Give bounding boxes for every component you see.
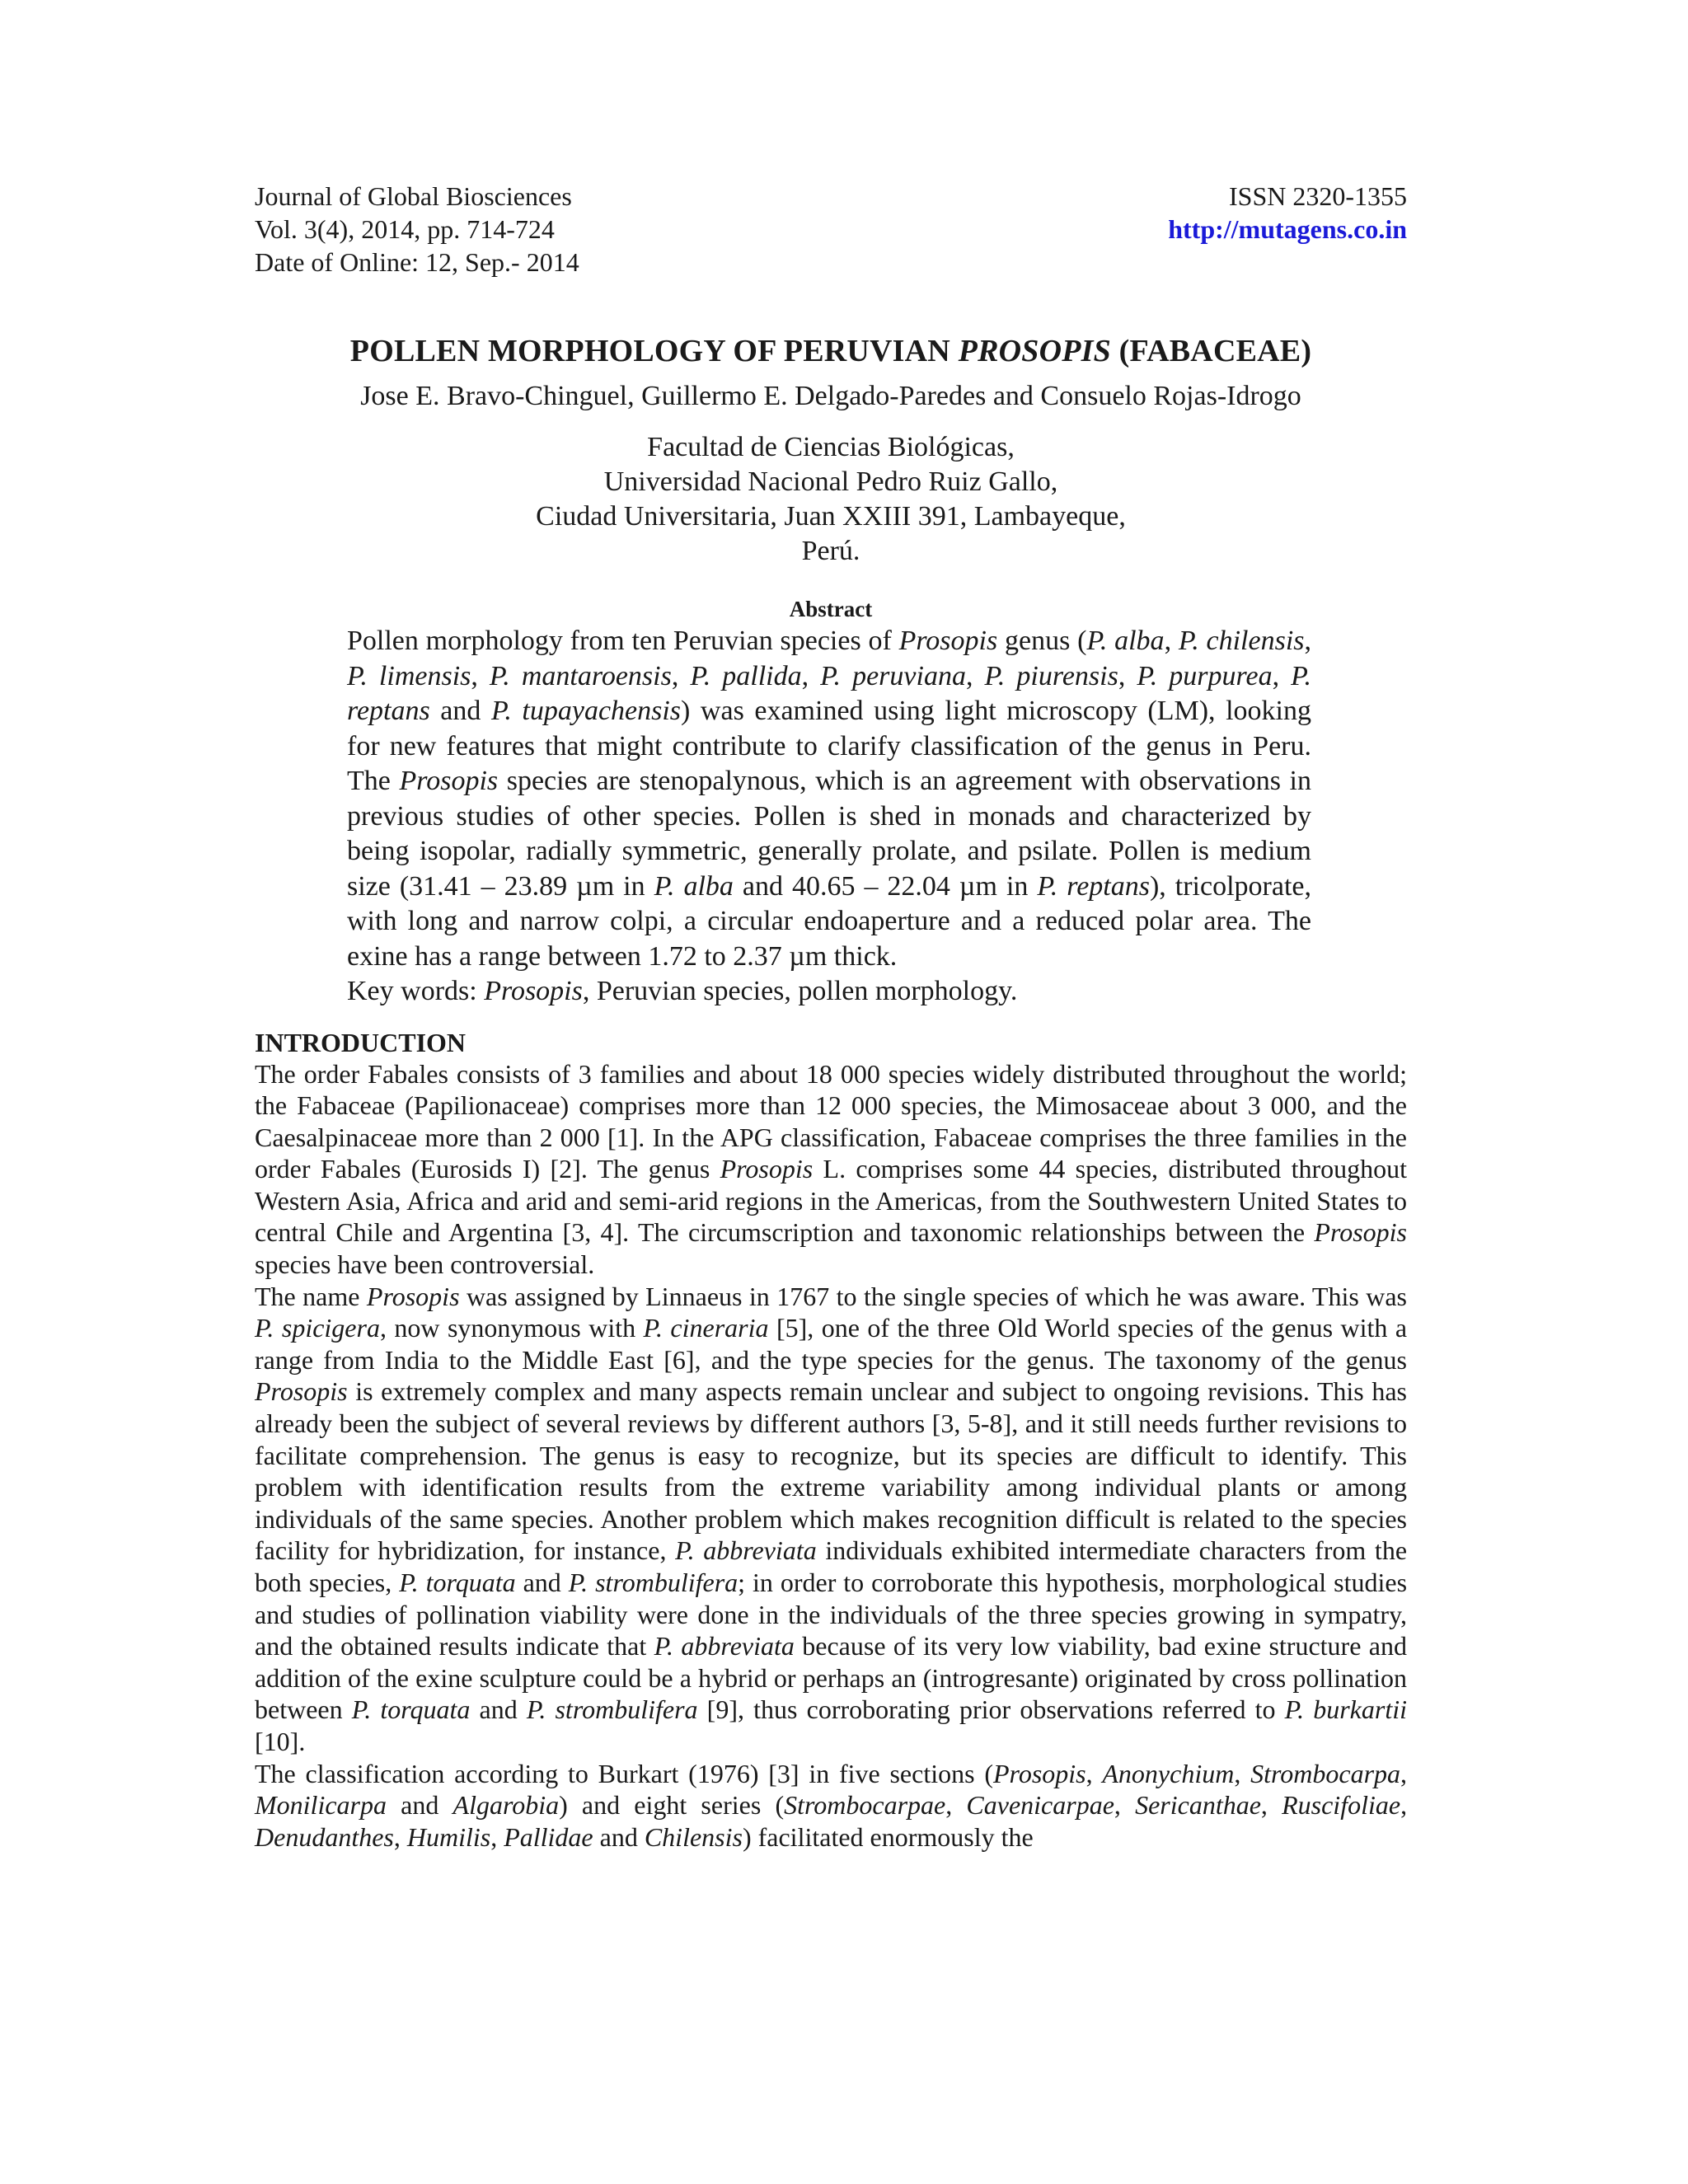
text-run: ; in order to corroborate this hypothesis, morphological studies and studies of pollination viability were done in the individuals of the three species growing in sympatry, and the obtained results indicate that bbox=[255, 1568, 1408, 1661]
italic-run: Ruscifoliae bbox=[1282, 1790, 1401, 1821]
abstract-body bbox=[347, 624, 1311, 974]
text-run: , bbox=[945, 1790, 967, 1821]
text-run: , bbox=[1260, 1790, 1282, 1821]
affiliation-line: Perú. bbox=[801, 536, 860, 566]
header-right bbox=[1168, 180, 1407, 246]
journal-header bbox=[255, 180, 1407, 284]
text-run: , bbox=[393, 1821, 407, 1852]
issn: ISSN 2320-1355 bbox=[1228, 181, 1407, 211]
italic-run: P. pallida bbox=[690, 660, 802, 691]
italic-run: P. strombulifera bbox=[526, 1694, 698, 1725]
journal-name: Journal of Global Biosciences bbox=[255, 181, 572, 211]
keywords-label: Key words: bbox=[347, 976, 485, 1006]
header-left bbox=[255, 180, 579, 279]
italic-run: P. piurensis bbox=[984, 660, 1118, 691]
italic-run: Denudanthes bbox=[255, 1821, 394, 1852]
italic-run: Chilensis bbox=[644, 1821, 743, 1852]
italic-run: P. limensis bbox=[347, 660, 471, 691]
text-run: was assigned by Linnaeus in 1767 to the single species of which he was aware. This was bbox=[459, 1281, 1408, 1311]
italic-run: Prosopis bbox=[720, 1154, 814, 1184]
italic-run: P. burkartii bbox=[1284, 1694, 1408, 1725]
italic-run: Prosopis bbox=[255, 1376, 348, 1407]
italic-run: P. alba bbox=[1086, 626, 1165, 656]
title-genus: PROSOPIS bbox=[958, 334, 1111, 368]
journal-volume: Vol. 3(4), 2014, pp. 714-724 bbox=[255, 214, 555, 244]
italic-run: P. tupayachensis bbox=[490, 696, 682, 726]
italic-run: P. purpurea bbox=[1137, 660, 1273, 691]
italic-run: P. peruviana bbox=[820, 660, 966, 691]
text-run: , bbox=[1400, 1758, 1408, 1788]
text-run: species are stenopalynous, which is an agreement with observations in previous studies of other species. Pollen is shed in monads and characterized by being isopolar, radially symmetric, generally prolate, and psilate. Pollen is medium size (31.41 – 23.89 µm in bbox=[347, 766, 1312, 902]
text-run: , bbox=[1118, 660, 1137, 691]
text-run: and bbox=[429, 696, 491, 726]
italic-run: Algarobia bbox=[452, 1790, 560, 1821]
text-run: and bbox=[470, 1694, 527, 1725]
text-run: and bbox=[386, 1790, 453, 1821]
abstract-paragraph bbox=[347, 624, 1311, 974]
text-run: The order Fabales consists of 3 families and about 18 000 species widely distributed throughout the world; the Fabaceae (Papilionaceae) comprises more than 12 000 species, the Mimosaceae about 3 000, and the Caesalpinaceae more than 2 000 [1]. In the APG classification, Fabaceae comprises the three families in the order Fabales (Eurosids I) [2]. The genus bbox=[255, 1058, 1407, 1184]
text-run: , bbox=[1304, 626, 1311, 656]
text-run: L. comprises some 44 species, distributed throughout Western Asia, Africa and arid and semi-arid regions in the Americas, from the Southwestern United States to central Chile and Argentina [3, 4]. The circumscription and taxonomic relationships between the bbox=[255, 1154, 1408, 1248]
text-run: [5], one of the three Old World species of the genus with a range from India to the Middle East [6], and the type species for the genus. The taxonomy of the genus bbox=[255, 1313, 1408, 1375]
text-run: , bbox=[1085, 1758, 1103, 1788]
italic-run: P. cineraria bbox=[643, 1313, 769, 1343]
text-run: because of its very low viability, bad exine structure and addition of the exine sculpture could be a hybrid or perhaps an (introgresante) originated by cross pollination between bbox=[255, 1631, 1408, 1725]
italic-run: Pallidae bbox=[504, 1821, 593, 1852]
italic-run: P. abbreviata bbox=[654, 1631, 795, 1661]
italic-run: Prosopis bbox=[399, 766, 499, 796]
text-run: species have been controversial. bbox=[255, 1249, 595, 1280]
text-run: , bbox=[965, 660, 985, 691]
text-run: ), tricolporate, with long and narrow colpi, a circular endoaperture and a reduced polar area. The exine has a range between 1.72 to 2.37 µm thick. bbox=[347, 870, 1311, 972]
body-paragraph bbox=[255, 1758, 1407, 1854]
text-run: , Peruvian species, pollen morphology. bbox=[582, 976, 1018, 1006]
introduction-body bbox=[255, 1058, 1407, 1854]
text-run: , bbox=[801, 660, 821, 691]
italic-run: Strombocarpae bbox=[784, 1790, 946, 1821]
text-run: ) was examined using light microscopy (LM), looking for new features that might contribute to clarify classification of the genus in Peru. The bbox=[347, 696, 1312, 796]
italic-run: Anonychium bbox=[1102, 1758, 1235, 1788]
text-run: ) and eight series ( bbox=[559, 1790, 785, 1821]
italic-run: P. mantaroensis bbox=[489, 660, 672, 691]
author-list: Jose E. Bravo-Chinguel, Guillermo E. Delgado-Paredes and Consuelo Rojas-Idrogo bbox=[360, 381, 1301, 411]
text-run: and bbox=[593, 1821, 645, 1852]
text-run: genus ( bbox=[997, 626, 1087, 656]
paper-page bbox=[255, 180, 1407, 1853]
paper-title bbox=[255, 333, 1407, 369]
journal-url-link[interactable]: http://mutagens.co.in bbox=[1168, 214, 1407, 244]
italic-run: P. reptans bbox=[1037, 870, 1150, 902]
text-run: The name bbox=[255, 1281, 367, 1311]
affiliation-line: Ciudad Universitaria, Juan XXIII 391, Lambayeque, bbox=[536, 501, 1126, 532]
italic-run: Monilicarpa bbox=[255, 1790, 387, 1821]
italic-run: Strombocarpa bbox=[1250, 1758, 1401, 1788]
affiliation bbox=[255, 430, 1407, 569]
italic-run: P. torquata bbox=[399, 1568, 516, 1597]
text-run: , bbox=[490, 1821, 504, 1852]
italic-run: Humilis bbox=[406, 1821, 491, 1852]
italic-run: Cavenicarpae bbox=[966, 1790, 1114, 1821]
italic-run: P. abbreviata bbox=[675, 1535, 817, 1566]
italic-run: Prosopis bbox=[993, 1758, 1086, 1788]
abstract-heading: Abstract bbox=[789, 597, 873, 621]
text-run: , now synonymous with bbox=[379, 1313, 644, 1343]
text-run: [10]. bbox=[255, 1726, 306, 1756]
italic-run: P. alba bbox=[654, 870, 734, 902]
section-heading-introduction: INTRODUCTION bbox=[255, 1027, 467, 1057]
text-run: is extremely complex and many aspects remain unclear and subject to ongoing revisions. This has already been the subject of several reviews by different authors [3, 5-8], and it still needs further revisions to facilitate comprehension. The genus is easy to recognize, but its species are difficult to identify. This problem with identification results from the extreme variability among individual plants or among individuals of the same species. Another problem which makes recognition difficult is related to the species facility for hybridization, for instance, bbox=[255, 1376, 1407, 1566]
text-run: and 40.65 – 22.04 µm in bbox=[733, 870, 1038, 902]
keywords bbox=[347, 974, 1407, 1010]
text-run: and bbox=[515, 1568, 569, 1597]
text-run: individuals exhibited intermediate characters from the both species, bbox=[255, 1535, 1408, 1597]
body-paragraph bbox=[255, 1281, 1407, 1758]
italic-run: P. strombulifera bbox=[568, 1568, 738, 1597]
italic-run: Prosopis bbox=[1314, 1217, 1407, 1248]
title-prefix: POLLEN MORPHOLOGY OF PERUVIAN bbox=[349, 334, 959, 368]
online-date: Date of Online: 12, Sep.- 2014 bbox=[255, 247, 579, 277]
text-run: , bbox=[671, 660, 691, 691]
text-run: [9], thus corroborating prior observations referred to bbox=[697, 1694, 1285, 1725]
text-run: The classification according to Burkart (1976) [3] in five sections ( bbox=[255, 1758, 993, 1788]
title-suffix: (FABACEAE) bbox=[1110, 334, 1312, 368]
text-run: , bbox=[1272, 660, 1292, 691]
affiliation-line: Facultad de Ciencias Biológicas, bbox=[647, 432, 1015, 462]
body-paragraph bbox=[255, 1058, 1407, 1281]
affiliation-line: Universidad Nacional Pedro Ruiz Gallo, bbox=[603, 466, 1058, 497]
italic-run: Prosopis bbox=[366, 1281, 460, 1311]
italic-run: Sericanthae bbox=[1135, 1790, 1261, 1821]
text-run: , bbox=[1164, 626, 1179, 656]
italic-run: Prosopis bbox=[484, 976, 583, 1006]
italic-run: P. torquata bbox=[351, 1694, 471, 1725]
text-run: , bbox=[1234, 1758, 1251, 1788]
text-run: , bbox=[471, 660, 490, 691]
italic-run: Prosopis bbox=[898, 626, 998, 656]
text-run: ) facilitated enormously the bbox=[742, 1821, 1034, 1852]
text-run: , bbox=[1400, 1790, 1408, 1821]
italic-run: P. spicigera bbox=[255, 1313, 380, 1343]
italic-run: P. reptans bbox=[347, 660, 1312, 726]
text-run: , bbox=[1114, 1790, 1136, 1821]
text-run: Pollen morphology from ten Peruvian species of bbox=[347, 626, 899, 656]
italic-run: P. chilensis bbox=[1178, 626, 1305, 656]
